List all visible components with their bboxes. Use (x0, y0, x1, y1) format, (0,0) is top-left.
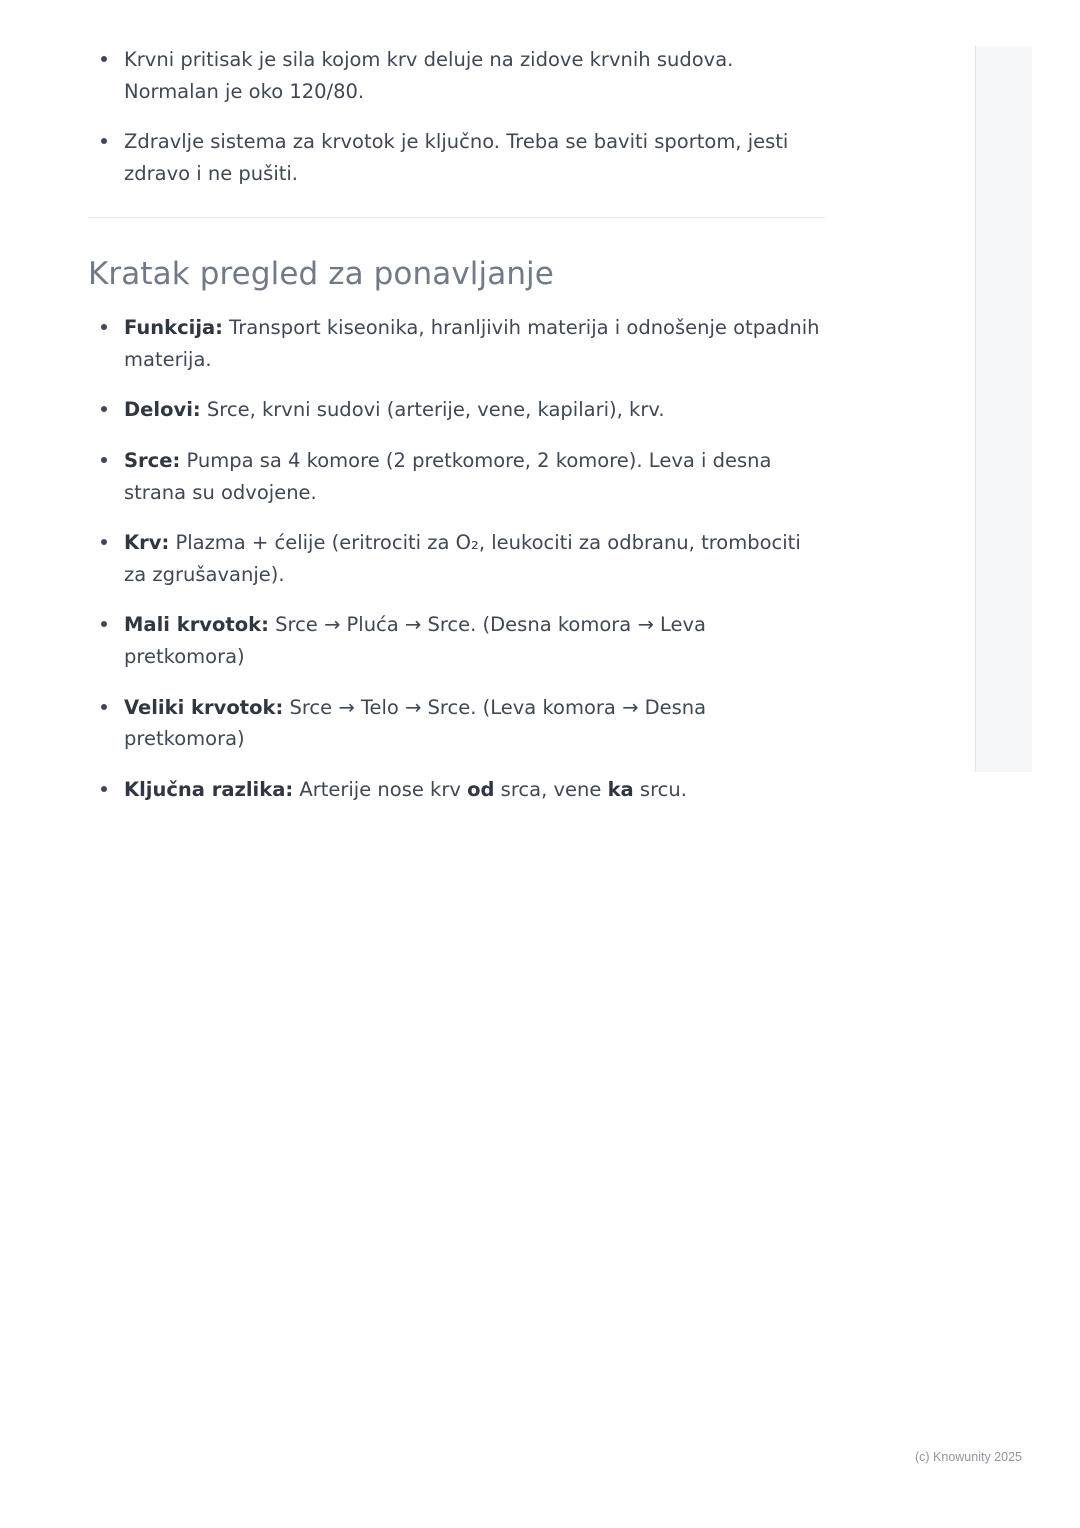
list-item (88, 774, 828, 806)
list-item-label: Mali krvotok: (124, 613, 269, 637)
intro-bullet-list (88, 44, 828, 189)
summary-bullet-list (88, 312, 828, 805)
list-item-label: Delovi: (124, 398, 201, 422)
list-item: Krvni pritisak je sila kojom krv deluje na zidove krvnih sudova. Normalan je oko 120/80. (88, 44, 828, 107)
list-item-label: Ključna razlika: (124, 777, 294, 801)
list-item-text: Plazma + ćelije (eritrociti za O₂, leukociti za odbranu, trombociti za zgrušavanje). (124, 531, 801, 586)
list-item-text: Srce → Telo → Srce. (Leva komora → Desna pretkomora) (124, 695, 707, 751)
list-item-label: Funkcija: (124, 316, 223, 340)
list-item-label: Veliki krvotok: (124, 695, 284, 719)
document-content (88, 44, 828, 824)
list-item-text: Pumpa sa 4 komore (2 pretkomore, 2 komore). Leva i desna strana su odvojene. (124, 449, 772, 504)
list-item (88, 445, 828, 508)
page-title: Kratak pregled za ponavljanje (88, 256, 554, 293)
section-divider (88, 217, 825, 218)
list-item (88, 692, 828, 755)
list-item-text: Transport kiseonika, hranljivih materija i odnošenje otpadnih materija. (124, 316, 820, 371)
list-item-text: Srce, krvni sudovi (arterije, vene, kapilari), krv. (200, 398, 665, 422)
list-item (88, 312, 828, 375)
copyright-footer: (c) Knowunity 2025 (914, 1450, 1022, 1464)
list-item (88, 527, 828, 590)
list-item-label: Srce: (124, 449, 181, 473)
list-item-label: Krv: (124, 531, 170, 555)
list-item (88, 609, 828, 672)
list-item-text: Srce → Pluća → Srce. (Desna komora → Leva pretkomora) (124, 613, 706, 668)
list-item (88, 394, 828, 426)
list-item: Zdravlje sistema za krvotok je ključno. Treba se baviti sportom, jesti zdravo i ne pušiti. (88, 126, 828, 189)
page-scroll-strip[interactable] (975, 46, 1032, 772)
list-item-text: Arterije nose krv od srca, vene ka srcu. (293, 777, 687, 801)
